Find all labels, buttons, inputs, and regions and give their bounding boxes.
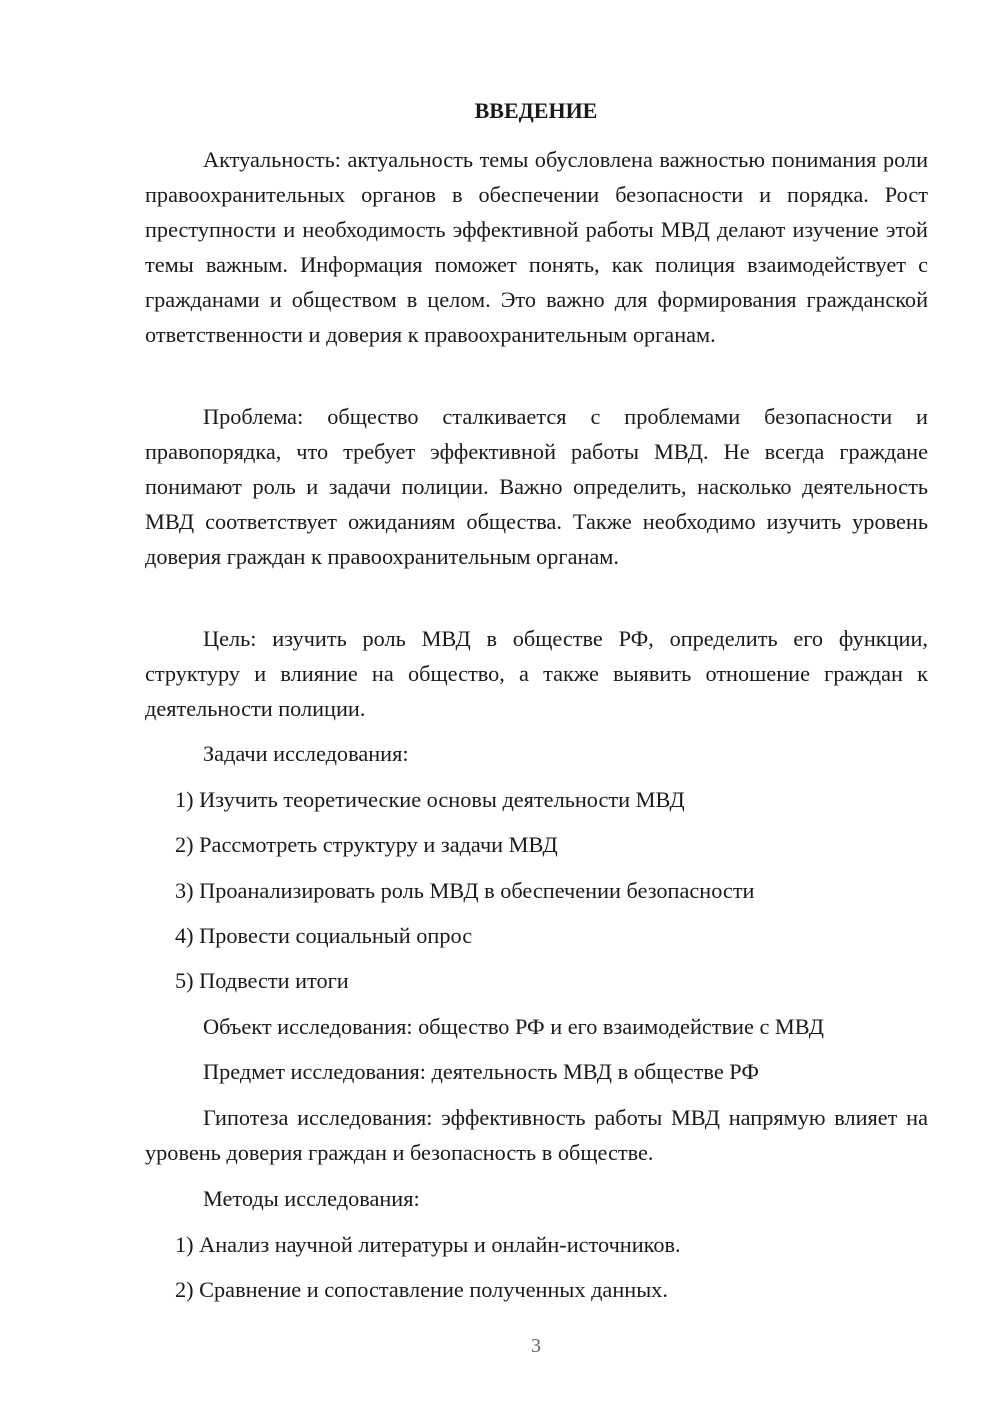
research-object: Объект исследования: общество РФ и его взаимодействие с МВД [203,1014,824,1039]
task-item-5: 5) Подвести итоги [175,968,349,993]
method-item-2: 2) Сравнение и сопоставление полученных данных. [175,1277,668,1302]
paragraph-relevance: Актуальность: актуальность темы обусловлена важностью понимания роли правоохранительных органов в обеспечении безопасности и порядка. Рост преступности и необходимость эффективной работы МВД делают изучение этой темы важным. Информация поможет понять, как полиция взаимодействует с гражданами и обществом в целом. Это важно для формирования гражданской ответственности и доверия к правоохранительным органам. [145,147,928,347]
task-item-2: 2) Рассмотреть структуру и задачи МВД [175,832,558,857]
task-item-1: 1) Изучить теоретические основы деятельности МВД [175,787,685,812]
methods-heading: Методы исследования: [203,1186,420,1211]
research-subject: Предмет исследования: деятельность МВД в обществе РФ [203,1059,759,1084]
task-item-4: 4) Провести социальный опрос [175,923,473,948]
tasks-heading: Задачи исследования: [203,741,409,766]
paragraph-hypothesis: Гипотеза исследования: эффективность работы МВД напрямую влияет на уровень доверия граждан и безопасность в обществе. [145,1105,928,1165]
method-item-1: 1) Анализ научной литературы и онлайн-источников. [175,1232,681,1257]
paragraph-goal: Цель: изучить роль МВД в обществе РФ, определить его функции, структуру и влияние на общество, а также выявить отношение граждан к деятельности полиции. [145,626,928,721]
page-number: 3 [531,1335,541,1357]
paragraph-problem: Проблема: общество сталкивается с проблемами безопасности и правопорядка, что требует эффективной работы МВД. Не всегда граждане понимают роль и задачи полиции. Важно определить, насколько деятельность МВД соответствует ожиданиям общества. Также необходимо изучить уровень доверия граждан к правоохранительным органам. [145,404,928,569]
task-item-3: 3) Проанализировать роль МВД в обеспечении безопасности [175,878,755,903]
section-title: ВВЕДЕНИЕ [474,98,598,123]
